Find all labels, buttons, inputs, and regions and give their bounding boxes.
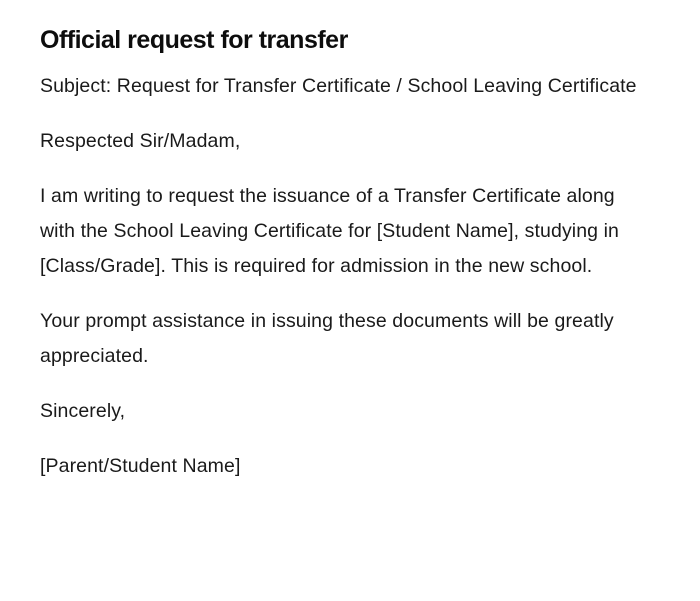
letter-sign-off: Sincerely, bbox=[40, 400, 126, 422]
letter-subject: Subject: Request for Transfer Certificate / School Leaving Certificate bbox=[40, 75, 637, 97]
letter-body: I am writing to request the issuance of a Transfer Certificate along with the School Leaving Certificate for [Student Name], studying in [Class/Grade]. This is required for admission in the new school. bbox=[40, 185, 620, 277]
letter-signature: [Parent/Student Name] bbox=[40, 455, 241, 477]
letter-closing-request: Your prompt assistance in issuing these documents will be greatly appreciated. bbox=[40, 310, 614, 367]
letter-document bbox=[40, 22, 650, 504]
letter-title: Official request for transfer bbox=[40, 26, 348, 54]
letter-salutation: Respected Sir/Madam, bbox=[40, 130, 241, 152]
